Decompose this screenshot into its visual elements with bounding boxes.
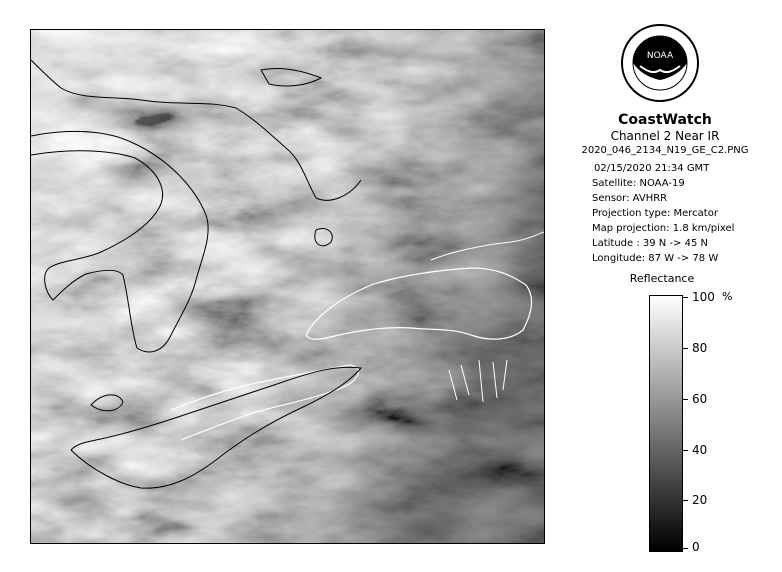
file-name: 2020_046_2134_N19_GE_C2.PNG — [581, 145, 749, 156]
colorbar-label-60: 60 — [692, 392, 708, 406]
colorbar-tick — [682, 399, 688, 400]
datetime-text: 02/15/2020 21:34 GMT — [594, 163, 710, 174]
colorbar-unit: % — [722, 290, 733, 303]
colorbar-label-80: 80 — [692, 341, 708, 355]
seal-text: NOAA — [646, 51, 674, 61]
colorbar-label-0: 0 — [692, 540, 700, 554]
colorbar-tick — [682, 348, 688, 349]
sensor-text: Sensor: AVHRR — [592, 193, 668, 204]
colorbar-label-100: 100 — [692, 290, 715, 304]
colorbar-tick — [682, 500, 688, 501]
longitude-text: Longitude: 87 W -> 78 W — [592, 253, 719, 264]
brightness-shading — [31, 30, 544, 543]
brand-title: CoastWatch — [618, 112, 712, 128]
projection-type-text: Projection type: Mercator — [592, 208, 718, 219]
noaa-logo — [620, 18, 700, 108]
colorbar — [649, 295, 683, 552]
satellite-image — [30, 29, 545, 544]
colorbar-label-20: 20 — [692, 493, 708, 507]
colorbar-tick — [682, 548, 688, 549]
latitude-text: Latitude : 39 N -> 45 N — [592, 238, 708, 249]
colorbar-label-40: 40 — [692, 443, 708, 457]
colorbar-title: Reflectance — [629, 272, 695, 285]
colorbar-tick — [682, 450, 688, 451]
satellite-text: Satellite: NOAA-19 — [592, 178, 685, 189]
map-projection-text: Map projection: 1.8 km/pixel — [592, 223, 735, 234]
product-title: Channel 2 Near IR — [610, 129, 720, 143]
colorbar-tick — [682, 297, 688, 298]
